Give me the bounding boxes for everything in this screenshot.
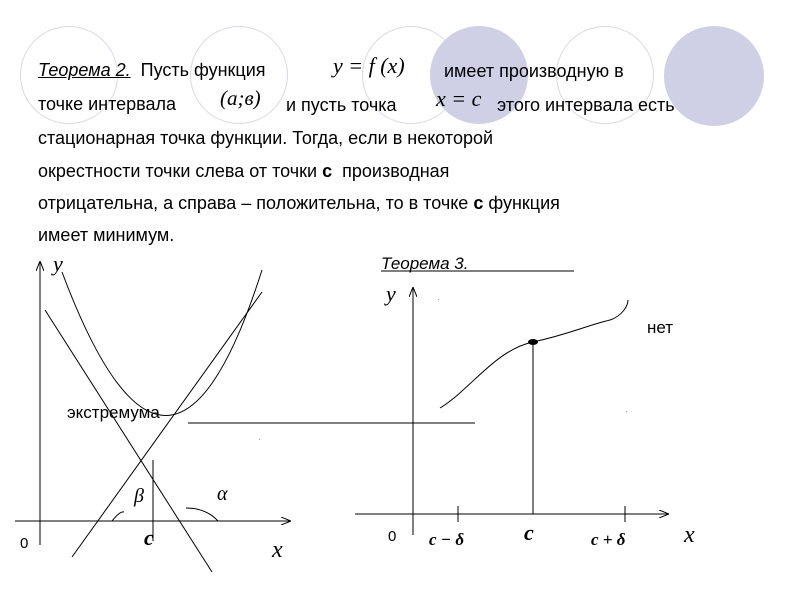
- graph2-tick-left-label: c − δ: [429, 530, 465, 549]
- theorem2-line-5: отрицательна, а справа – положительна, то в точке с функция: [38, 193, 560, 213]
- graph1: [15, 251, 475, 572]
- graph1-origin-label: 0: [20, 535, 29, 552]
- theorem2-text: и пусть точка: [286, 95, 397, 115]
- graph2-dot-1: .: [438, 296, 440, 302]
- graph1-x-label: x: [272, 537, 283, 563]
- formula-y-fx: y = f (x): [333, 53, 405, 78]
- graph2: [355, 254, 695, 549]
- theorem2-title: Теорема 2.: [38, 60, 131, 80]
- graph2-origin-label: 0: [388, 528, 397, 545]
- graph1-extremum-text: экстремума: [67, 403, 160, 422]
- theorem2-text: Пусть функция: [140, 60, 266, 80]
- theorem2-line-3: стационарная точка функции. Тогда, если в некоторой: [38, 128, 494, 148]
- graph1-dot: .: [259, 436, 261, 442]
- graph1-angle-alpha-arc: [186, 508, 218, 521]
- graph1-parabola: [62, 270, 262, 416]
- theorem2-line-6: имеет минимум.: [38, 225, 175, 245]
- graph1-beta-label: β: [134, 485, 144, 507]
- theorem2-text: имеет производную в: [444, 61, 624, 81]
- graph2-net-label: нет: [647, 318, 674, 337]
- theorem2-text: точке интервала: [38, 94, 177, 114]
- graph1-tangent-right: [72, 292, 262, 557]
- formula-x-c: x = c: [436, 86, 482, 111]
- formula-interval: (a;в): [220, 86, 261, 110]
- theorem2-line-4: окрестности точки слева от точки с производная: [38, 161, 450, 181]
- graph2-tick-right-label: c + δ: [591, 530, 626, 549]
- graph2-dot-2: .: [626, 408, 628, 414]
- graph1-alpha-label: α: [217, 483, 228, 505]
- graph1-c-label: c: [144, 525, 154, 550]
- graph1-tangent-left: [45, 310, 212, 572]
- theorem2-text: этого интервала есть: [497, 95, 675, 115]
- graph1-angle-beta-arc: [112, 512, 124, 521]
- graph2-c-label: c: [524, 520, 534, 545]
- graph2-curve: [440, 300, 628, 408]
- theorem3-title: Теорема 3.: [381, 254, 469, 273]
- graph1-y-label: y: [53, 251, 63, 276]
- graph2-y-label: y: [386, 281, 396, 306]
- graph2-x-label: x: [684, 522, 695, 548]
